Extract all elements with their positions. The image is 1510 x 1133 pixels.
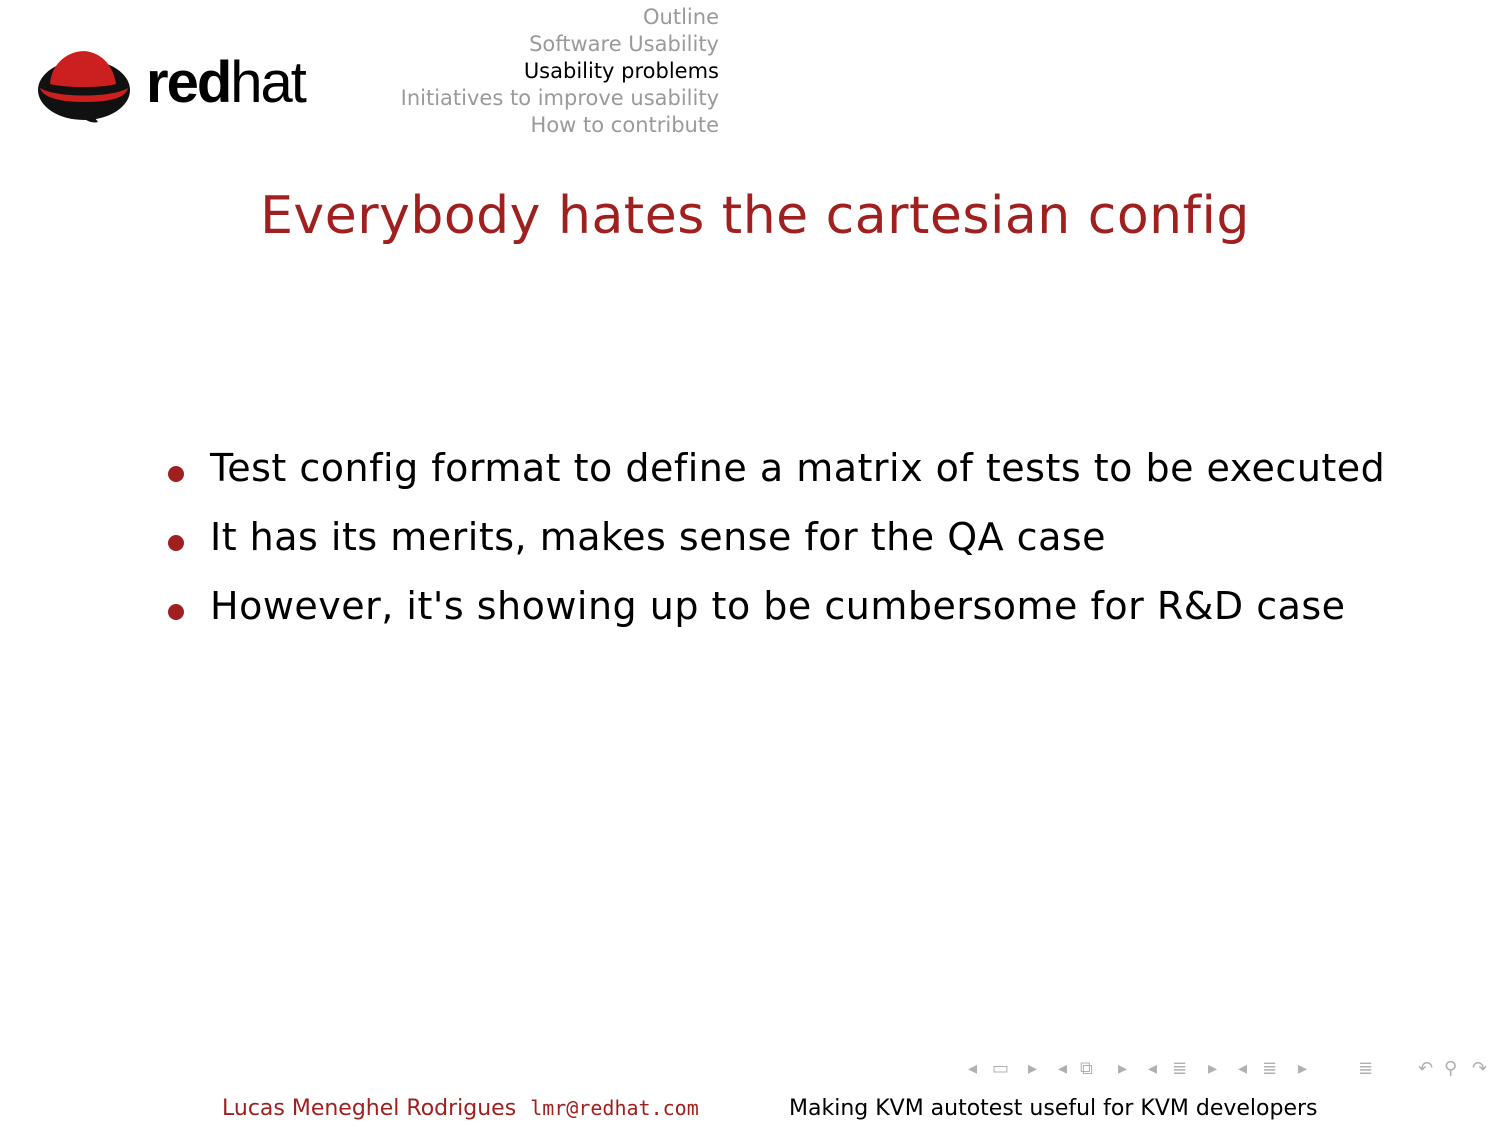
- prev-section-icon[interactable]: ◂: [1148, 1058, 1158, 1079]
- bullet-item: [160, 509, 1480, 578]
- bullet-list: [160, 440, 1480, 647]
- section-icon[interactable]: ≣: [1172, 1058, 1188, 1079]
- bullet-item: [160, 578, 1480, 647]
- footer-talk-title: Making KVM autotest useful for KVM developers: [789, 1096, 1318, 1121]
- subsection-icon[interactable]: ⧉: [1080, 1058, 1093, 1079]
- next-section-icon[interactable]: ▸: [1208, 1058, 1218, 1079]
- section-outline: [401, 4, 719, 139]
- prev-frame-icon[interactable]: ◂: [968, 1058, 978, 1079]
- bullet-dot-icon: [168, 466, 184, 482]
- prev-presentation-icon[interactable]: ◂: [1238, 1058, 1248, 1079]
- bullet-text: However, it's showing up to be cumbersome for R&D case: [210, 584, 1346, 628]
- bullet-dot-icon: [168, 604, 184, 620]
- redo-icon[interactable]: ↷: [1472, 1058, 1488, 1079]
- outline-item-initiatives[interactable]: Initiatives to improve usability: [400, 86, 719, 110]
- outline-item-how-to-contribute[interactable]: How to contribute: [530, 113, 719, 137]
- outline-item-usability-problems[interactable]: Usability problems: [523, 59, 719, 83]
- next-frame-icon[interactable]: ▸: [1028, 1058, 1038, 1079]
- beamer-navigation: [962, 1056, 1502, 1084]
- redhat-wordmark: redhat: [146, 50, 305, 115]
- toc-icon[interactable]: ≣: [1358, 1058, 1374, 1079]
- prev-subsection-icon[interactable]: ◂: [1058, 1058, 1068, 1079]
- redhat-logo: [36, 44, 326, 134]
- shadowman-icon: [36, 44, 132, 130]
- outline-item-outline[interactable]: Outline: [643, 5, 719, 29]
- undo-icon[interactable]: ↶: [1418, 1058, 1434, 1079]
- presentation-icon[interactable]: ≣: [1262, 1058, 1278, 1079]
- bullet-item: [160, 440, 1480, 509]
- slide-title: Everybody hates the cartesian config: [260, 186, 1250, 246]
- search-icon[interactable]: ⚲: [1444, 1058, 1458, 1079]
- next-presentation-icon[interactable]: ▸: [1298, 1058, 1308, 1079]
- outline-item-software-usability[interactable]: Software Usability: [529, 32, 719, 56]
- frame-icon[interactable]: ▭: [992, 1058, 1010, 1079]
- bullet-text: Test config format to define a matrix of tests to be executed: [210, 446, 1386, 490]
- author-name: Lucas Meneghel Rodrigues: [222, 1096, 517, 1121]
- next-subsection-icon[interactable]: ▸: [1118, 1058, 1128, 1079]
- footer-author: [222, 1096, 699, 1121]
- author-email[interactable]: lmr@redhat.com: [530, 1096, 699, 1120]
- bullet-text: It has its merits, makes sense for the QA case: [210, 515, 1107, 559]
- bullet-dot-icon: [168, 535, 184, 551]
